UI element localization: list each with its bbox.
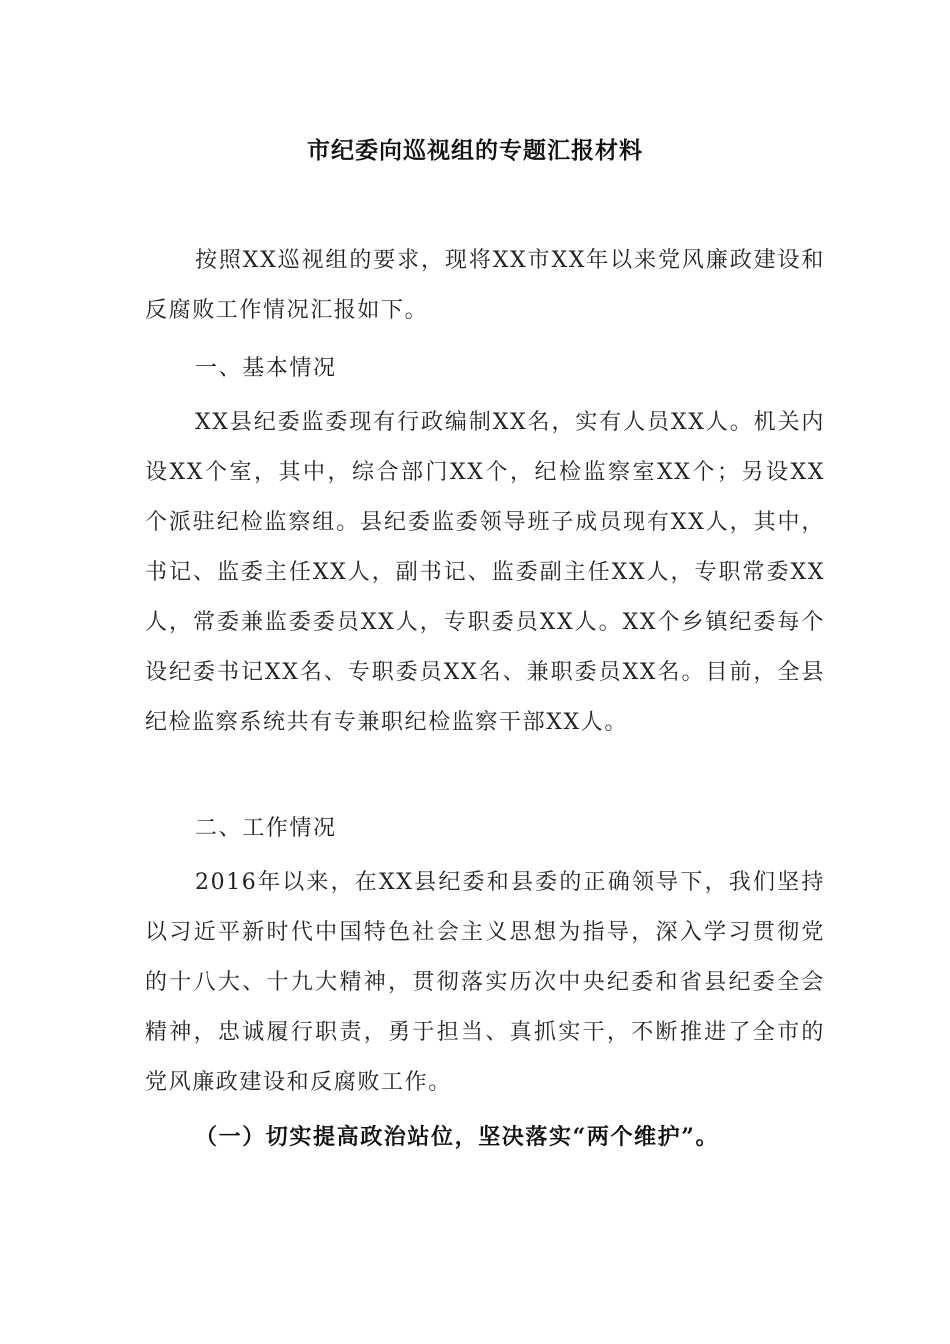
section-heading-work: 二、工作情况 [195,816,337,841]
intro-paragraph: 按照XX巡视组的要求，现将XX市XX年以来党风廉政建设和反腐败工作情况汇报如下。 [145,248,825,323]
section-heading-basic: 一、基本情况 [195,356,337,381]
basic-situation-paragraph: XX县纪委监委现有行政编制XX名，实有人员XX人。机关内设XX个室，其中，综合部门XX个，纪检监察室XX个；另设XX个派驻纪检监察组。县纪委监委领导班子成员现有XX人，其中，书记、监委主任XX人，副书记、监委副主任XX人，专职常委XX人，常委兼监委委员XX人，专职委员XX人。XX个乡镇纪委每个设纪委书记XX名、专职委员XX名、兼职委员XX名。目前，全县纪检监察系统共有专兼职纪检监察干部XX人。 [145,410,825,735]
subsection-heading-1: （一）切实提高政治站位，坚决落实“两个维护”。 [195,1124,720,1150]
work-situation-paragraph: 2016年以来，在XX县纪委和县委的正确领导下，我们坚持以习近平新时代中国特色社会主义思想为指导，深入学习贯彻党的十八大、十九大精神，贯彻落实历次中央纪委和省县纪委全会精神，忠诚履行职责，勇于担当、真抓实干，不断推进了全市的党风廉政建设和反腐败工作。 [145,870,825,1095]
document-title: 市纪委向巡视组的专题汇报材料 [307,138,643,164]
